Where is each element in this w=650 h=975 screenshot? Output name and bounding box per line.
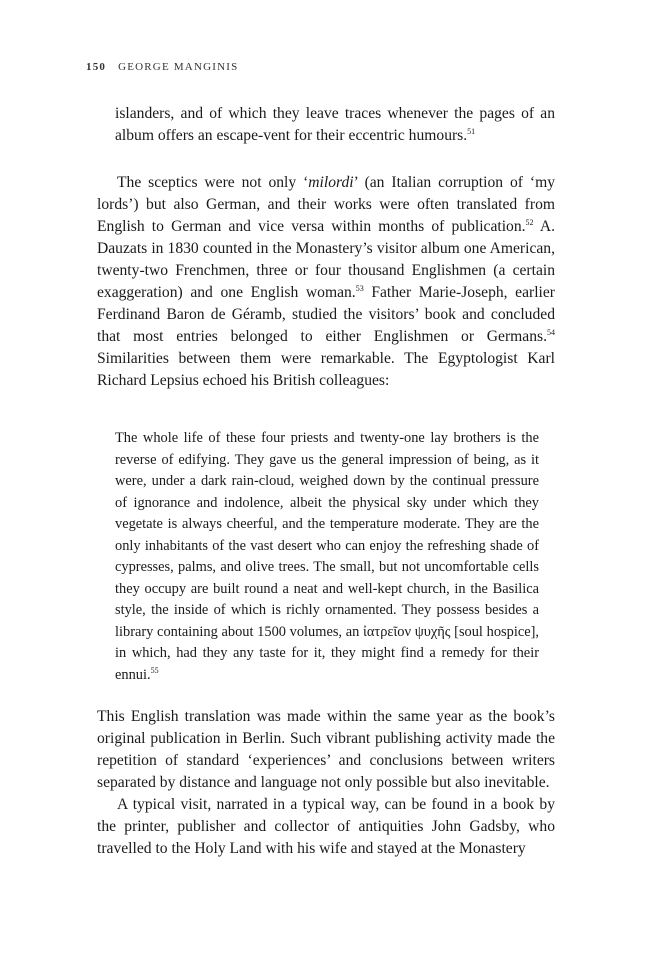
footnote-ref: 54 bbox=[547, 328, 555, 337]
paragraph-translation bbox=[97, 706, 555, 860]
paragraph: This English translation was made within the same year as the book’s original publication in Berlin. Such vibrant publishing activity made the repetition of standard ‘experiences’ and conclusions between writers separated by distance and language not only possible but also inevitable. bbox=[97, 708, 555, 791]
footnote-ref: 52 bbox=[525, 218, 534, 227]
text-run: Similarities between them were remarkable. The Egyptologist Karl Richard Lepsius echoed his British colleagues: bbox=[97, 350, 555, 389]
footnote-ref: 53 bbox=[355, 284, 364, 293]
running-head bbox=[86, 61, 238, 73]
italic-term: milordi bbox=[308, 174, 354, 191]
paragraph: A typical visit, narrated in a typical way, can be found in a book by the printer, publisher and collector of antiquities John Gadsby, who travelled to the Holy Land with his wife and stayed at the Monastery bbox=[97, 796, 555, 857]
page-number: 150 bbox=[86, 61, 107, 73]
text-run: ’ (an Italian corruption of ‘my lords’) but also German, and their works were often translated from English to German and vice versa within months of publication. bbox=[97, 174, 555, 235]
text-run: The sceptics were not only ‘ bbox=[117, 174, 309, 191]
running-title: GEORGE MANGINIS bbox=[118, 61, 239, 73]
quote-paragraph bbox=[115, 428, 539, 686]
paragraph bbox=[97, 172, 555, 392]
paragraph-sceptics bbox=[97, 172, 555, 392]
footnote-ref: 51 bbox=[467, 127, 476, 136]
block-quote bbox=[115, 428, 539, 686]
text-run: Father Marie-Joseph, earlier Ferdinand Baron de Géramb, studied the visitors’ book and concluded that most entries belonged to either Englishmen or Germans. bbox=[97, 284, 555, 345]
quote-text: The whole life of these four priests and twenty-one lay brothers is the reverse of edifying. They gave us the general impression of being, as it were, under a dark rain-cloud, weighed down by the continual pressure of ignorance and indolence, albeit the physical sky under which they vegetate is always cheerful, and the temperature moderate. They are the only inhabitants of the vast desert who can enjoy the refreshing shade of cypresses, palms, and olive trees. The small, but not uncomfortable cells they occupy are built round a neat and well-kept church, in the Basilica style, the inside of which is richly ornamented. They possess besides a library containing about 1500 volumes, an ἰατρεῖον ψυχῆς [soul hospice], in which, had they any taste for it, they might find a remedy for their ennui. bbox=[115, 430, 539, 683]
paragraph-continuation bbox=[115, 103, 555, 147]
footnote-ref: 55 bbox=[150, 665, 159, 675]
paragraph-text: islanders, and of which they leave traces whenever the pages of an album offers an escape-vent for their eccentric humours. bbox=[115, 105, 555, 144]
paragraph bbox=[115, 103, 555, 147]
text-run: A. Dauzats in 1830 counted in the Monastery’s visitor album one American, twenty-two Frenchmen, three or four thousand Englishmen (a certain exaggeration) and one English woman. bbox=[97, 218, 555, 301]
